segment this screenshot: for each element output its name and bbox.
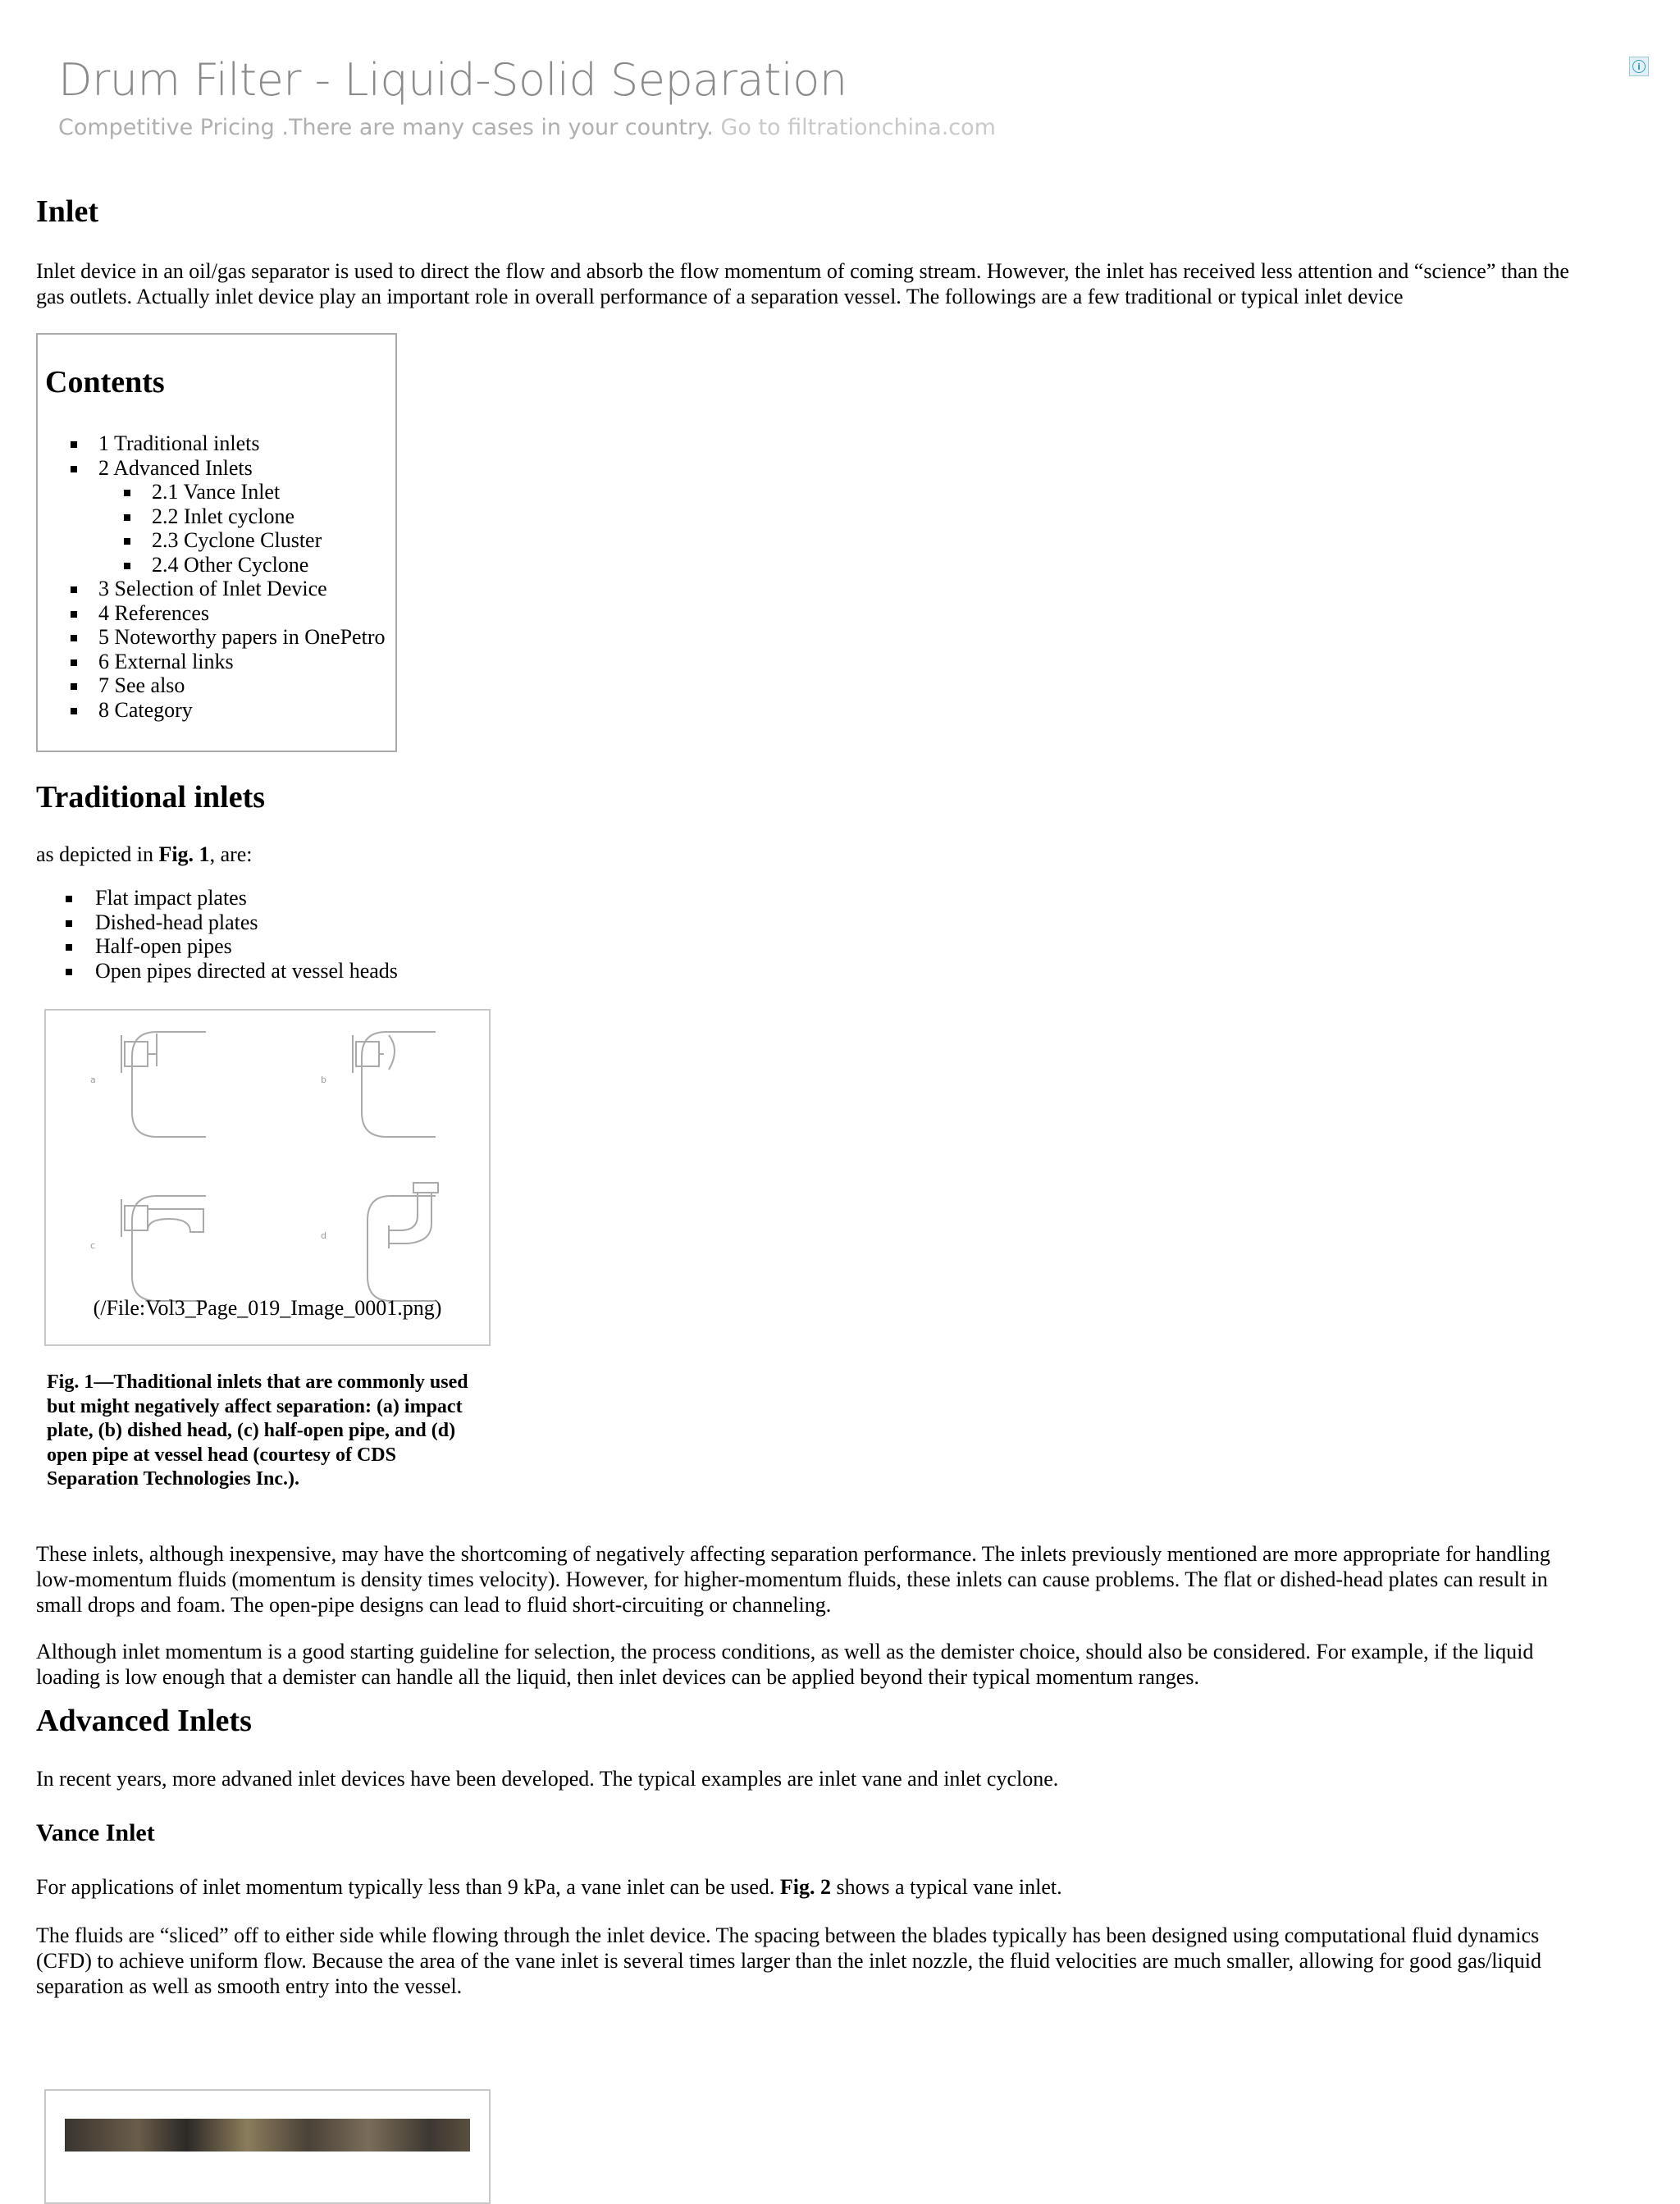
figure-label-d: d <box>321 1230 326 1241</box>
ad-description <box>58 115 1617 140</box>
traditional-lead: as depicted in Fig. 1, are: <box>36 842 253 866</box>
figure-label-b: b <box>321 1075 326 1085</box>
ad-banner[interactable] <box>58 51 1617 140</box>
page-title: Inlet <box>36 194 98 229</box>
ad-text: Competitive Pricing .There are many cases in your country. <box>58 115 714 140</box>
toc-title: Contents <box>45 365 165 399</box>
figure-1[interactable] <box>44 1009 491 1346</box>
vance-paragraph-2: The fluids are “sliced” off to either side while flowing through the inlet device. The spacing between the blades typically has been designed using computational fluid dynamics (CFD) to achieve uniform flow. Because the area of the vane inlet is several times larger than the inlet nozzle, the fluid velocities are much smaller, allowing for good gas/liquid separation as well as smooth entry into the vessel. <box>36 1923 1541 1998</box>
ad-link[interactable]: Go to filtrationchina.com <box>720 115 996 140</box>
fig1-ref: Fig. 1 <box>158 842 210 866</box>
toc-item[interactable]: 8 Category <box>71 698 385 723</box>
toc-subitem[interactable]: 2.1 Vance Inlet <box>71 480 385 504</box>
info-icon[interactable]: i <box>1629 57 1649 76</box>
advanced-intro: In recent years, more advaned inlet devices have been developed. The typical examples are inlet vane and inlet cyclone. <box>36 1767 1059 1791</box>
ad-title[interactable]: Drum Filter - Liquid-Solid Separation <box>58 54 847 106</box>
list-item: Flat impact plates <box>66 886 398 910</box>
toc-subitem[interactable]: 2.2 Inlet cyclone <box>71 504 385 529</box>
table-of-contents <box>36 333 397 752</box>
toc-item[interactable]: 4 References <box>71 601 385 626</box>
list-item: Open pipes directed at vessel heads <box>66 959 398 983</box>
toc-item[interactable]: 2 Advanced Inlets <box>71 456 385 481</box>
section-heading-advanced: Advanced Inlets <box>36 1704 252 1738</box>
toc-item[interactable]: 1 Traditional inlets <box>71 431 385 456</box>
inlet-diagram <box>46 1011 489 1344</box>
toc-item[interactable]: 3 Selection of Inlet Device <box>71 577 385 601</box>
toc-item[interactable]: 5 Noteworthy papers in OnePetro <box>71 625 385 650</box>
toc-item[interactable]: 6 External links <box>71 650 385 674</box>
vance-paragraph-1: For applications of inlet momentum typically less than 9 kPa, a vane inlet can be used. Fig. 2 shows a typical vane inlet. <box>36 1875 1062 1899</box>
fig2-ref: Fig. 2 <box>779 1875 832 1899</box>
toc-item[interactable]: 7 See also <box>71 673 385 698</box>
toc-subitem[interactable]: 2.4 Other Cyclone <box>71 553 385 577</box>
section-heading-traditional: Traditional inlets <box>36 780 266 815</box>
list-item: Half-open pipes <box>66 934 398 959</box>
traditional-paragraph-1: These inlets, although inexpensive, may have the shortcoming of negatively affecting separation performance. The inlets previously mentioned are more appropriate for handling low-momentum fluids (momentum is density times velocity). However, for higher-momentum fluids, these inlets can cause problems. The flat or dished-head plates can result in small drops and foam. The open-pipe designs can lead to fluid short-circuiting or channeling. <box>36 1542 1550 1617</box>
figure-label-c: c <box>90 1240 96 1251</box>
intro-paragraph: Inlet device in an oil/gas separator is used to direct the flow and absorb the flow momentum of coming stream. However, the inlet has received less attention and “science” than the gas outlets. Actually inlet device play an important role in overall performance of a separation vessel. The followings are a few traditional or typical inlet device <box>36 259 1569 308</box>
subsection-heading-vance: Vance Inlet <box>36 1819 155 1846</box>
vane-inlet-photo <box>65 2119 470 2152</box>
figure-file-link[interactable]: (/File:Vol3_Page_019_Image_0001.png) <box>93 1296 442 1320</box>
figure-label-a: a <box>90 1075 96 1085</box>
toc-subitem[interactable]: 2.3 Cyclone Cluster <box>71 528 385 553</box>
list-item: Dished-head plates <box>66 910 398 935</box>
traditional-paragraph-2: Although inlet momentum is a good starting guideline for selection, the process conditions, as well as the demister choice, should also be considered. For example, if the liquid loading is low enough that a demister can handle all the liquid, then inlet devices can be applied beyond their typical momentum ranges. <box>36 1640 1534 1689</box>
traditional-list <box>66 886 398 983</box>
figure-1-caption: Fig. 1—Thaditional inlets that are commonly used but might negatively affect separation: (a) impact plate, (b) dished head, (c) half-open pipe, and (d) open pipe at vessel head (courtesy of CDS Separation Technologies Inc.). <box>47 1371 468 1490</box>
figure-2[interactable] <box>44 2089 491 2204</box>
toc-list <box>71 431 385 722</box>
